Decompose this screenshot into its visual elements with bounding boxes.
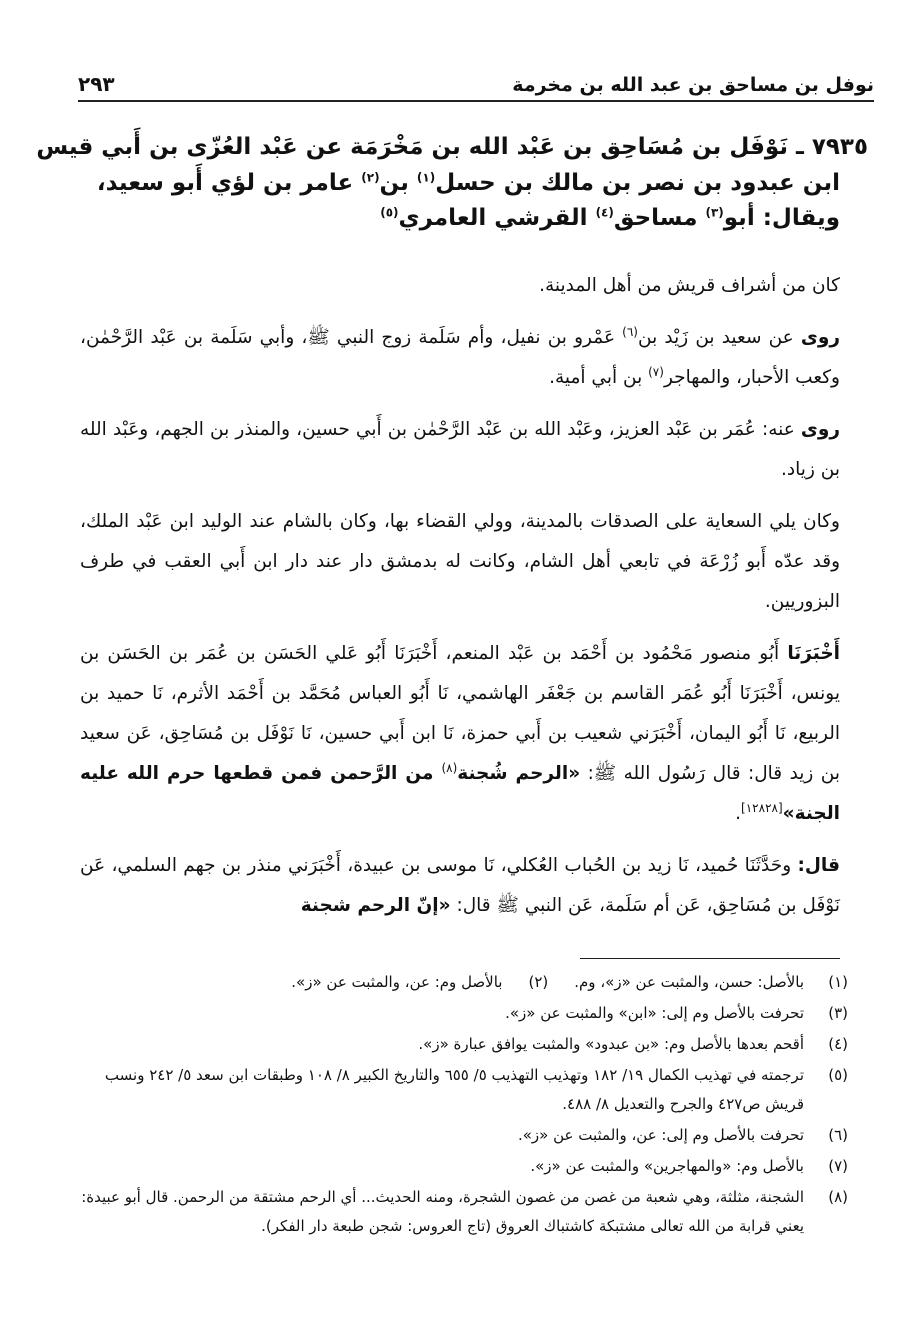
paragraph-text: عنه: عُمَر بن عَبْد العزيز، وعَبْد الله بن عَبْد الرَّحْمٰن بن أَبي حسين، والمنذر بن الجهم، وعَبْد الله بن زياد. xyxy=(80,419,840,480)
footnote-marker[interactable]: (٦) xyxy=(622,324,638,339)
footnote-number: (٨) xyxy=(828,1188,848,1206)
footnote-marker[interactable]: (٢) xyxy=(361,169,380,184)
hadith-quote: «الرحم شُجنة xyxy=(457,763,581,784)
footnote-text: ترجمته في تهذيب الكمال ١٩/ ١٨٢ وتهذيب التهذيب ٥/ ٦٥٥ والتاريخ الكبير ٨/ ١٠٨ وطبقات ابن سعد ٥/ ٢٤٢ ونسب قريش ص٤٢٧ والجرح والتعديل ٨/ ٤٨٨. xyxy=(104,1066,804,1113)
footnote-row xyxy=(78,1152,848,1181)
footnote-text: بالأصل وم: «والمهاجرين» والمثبت عن «ز». xyxy=(530,1157,804,1175)
footnote-number: (١) xyxy=(828,973,848,991)
body-text xyxy=(80,266,840,938)
footnote-text: تحرفت بالأصل وم إلى: عن، والمثبت عن «ز». xyxy=(517,1126,804,1144)
page-number: ٢٩٣ xyxy=(78,72,115,96)
heading-line-1: ٧٩٣٥ ـ نَوْفَل بن مُسَاحِق بن عَبْد الله بن مَخْرَمَة عن عَبْد العُزّى بن أَبي قيس xyxy=(36,134,868,160)
footnote-row xyxy=(78,968,848,997)
paragraph-hadith-chain xyxy=(80,634,840,834)
footnote-row xyxy=(78,1183,848,1241)
footnote-text: بالأصل وم: عن، والمثبت عن «ز». xyxy=(291,973,503,991)
paragraph-second-chain xyxy=(80,846,840,926)
footnote-marker[interactable]: (٣) xyxy=(705,205,724,220)
heading-text: ابن عبدود بن نصر بن مالك بن حسل xyxy=(435,169,840,196)
footnote-text: الشجنة، مثلثة، وهي شعبة من غصن من غصون الشجرة، ومنه الحديث... أي الرحم مشتقة من الرحمن. قال أبو عبيدة: يعني قرابة من الله تعالى مشتبكة كاشتباك العروق (تاج العروس: شجن طبعة دار الفكر). xyxy=(81,1188,804,1235)
paragraph-text: عَمْرو بن نفيل، وأم سَلَمة زوج النبي ﷺ، وأبي سَلَمة بن عَبْد الرَّحْمٰن، وكعب الأحبار، والمهاجر xyxy=(80,327,840,388)
hadith-reference-number: [١٢٨٢٨] xyxy=(741,800,783,815)
heading-text: القرشي العامري xyxy=(398,205,596,232)
footnote-row xyxy=(78,1121,848,1150)
paragraph-lead: قال: xyxy=(797,855,840,876)
heading-text: عامر بن لؤي أَبو سعيد، xyxy=(96,169,362,196)
footnote-marker[interactable]: (٥) xyxy=(380,205,399,220)
footnote-number: (٣) xyxy=(828,1004,848,1022)
paragraph-text: بن أبي أمية. xyxy=(549,367,649,388)
paragraph-narrated-from xyxy=(80,318,840,398)
paragraph-lead: روى xyxy=(800,327,840,348)
footnote-text: أقحم بعدها بالأصل وم: «بن عبدود» والمثبت يوافق عبارة «ز». xyxy=(418,1035,804,1053)
paragraph-text: أَبُو منصور مَحْمُود بن أَحْمَد بن عَبْد المنعم، أَخْبَرَنَا أَبُو عَلي الحَسَن بن عُمَر بن الحَسَن بن يونس، أَخْبَرَنَا أَبُو عُمَر القاسم بن جَعْفَر الهاشمي، نَا أَبُو العباس مُحَمَّد بن أَحْمَد الأثرم، نَا حميد بن الربيع، نَا أَبُو اليمان، أَخْبَرَني شعيب بن أَبي حمزة، نَا ابن أَبي حسين، نَا نَوْفَل بن مُسَاحِق، عَن سعيد بن زيد قال: قال رَسُول الله ﷺ: xyxy=(80,643,841,784)
paragraph-text: وحَدَّثَنَا حُميد، نَا زيد بن الحُباب العُكلي، نَا موسى بن عبيدة، أَخْبَرَني منذر بن جهم السلمي، عَن نَوْفَل بن مُسَاحِق، عَن أم سَلَمة، عَن النبي ﷺ قال: xyxy=(80,855,840,916)
footnote-number: (٤) xyxy=(828,1035,848,1053)
hadith-quote: من الرَّحمن فمن قطعها حرم الله عليه الجنة» xyxy=(80,763,840,824)
paragraph-lead: أَخْبَرَنَا xyxy=(787,643,840,664)
footnote-marker[interactable]: (٤) xyxy=(595,205,614,220)
footnote-number: (٦) xyxy=(828,1126,848,1144)
running-title: نوفل بن مساحق بن عبد الله بن مخرمة xyxy=(512,74,874,96)
footnote-row xyxy=(78,1030,848,1059)
heading-text: مساحق xyxy=(613,205,706,232)
footnote-pair xyxy=(78,968,804,997)
footnote-marker[interactable]: (٧) xyxy=(648,364,664,379)
heading-text: بن xyxy=(379,169,417,196)
hadith-quote: «إنّ الرحم شجنة xyxy=(300,895,451,916)
paragraph-biography: وكان يلي السعاية على الصدقات بالمدينة، وولي القضاء بها، وكان بالشام عند الوليد ابن عَبْد الملك، وقد عدّه أَبو زُرْعَة في تابعي أهل الشام، وكانت له بدمشق دار عند دار ابن أَبي العقب في طرف البزوريين. xyxy=(80,511,840,612)
heading-line-2 xyxy=(96,166,840,202)
footnote-marker[interactable]: (١) xyxy=(416,169,436,184)
paragraph-text: عن سعيد بن زَيْد بن xyxy=(637,327,801,348)
footnote-text: تحرفت بالأصل وم إلى: «ابن» والمثبت عن «ز». xyxy=(505,1004,804,1022)
footnote-divider xyxy=(580,958,840,959)
paragraph-intro: كان من أشراف قريش من أهل المدينة. xyxy=(539,275,840,296)
paragraph-narrated-by xyxy=(80,410,840,490)
heading-text: ويقال: أبو xyxy=(723,205,840,232)
footnote-row xyxy=(78,1061,848,1119)
footnote-text: بالأصل: حسن، والمثبت عن «ز»، وم. xyxy=(574,973,804,991)
footnote-number: (٥) xyxy=(828,1066,848,1084)
footnote-number: (٧) xyxy=(828,1157,848,1175)
running-header xyxy=(78,62,874,102)
footnote-marker[interactable]: (٨) xyxy=(441,760,458,775)
footnote-row xyxy=(78,999,848,1028)
heading-line-3 xyxy=(108,201,840,237)
entry-heading xyxy=(36,130,868,237)
paragraph-lead: روى xyxy=(800,419,840,440)
footnotes xyxy=(78,968,848,1243)
footnote-number: (٢) xyxy=(528,973,549,991)
paragraph-text: . xyxy=(735,803,742,824)
